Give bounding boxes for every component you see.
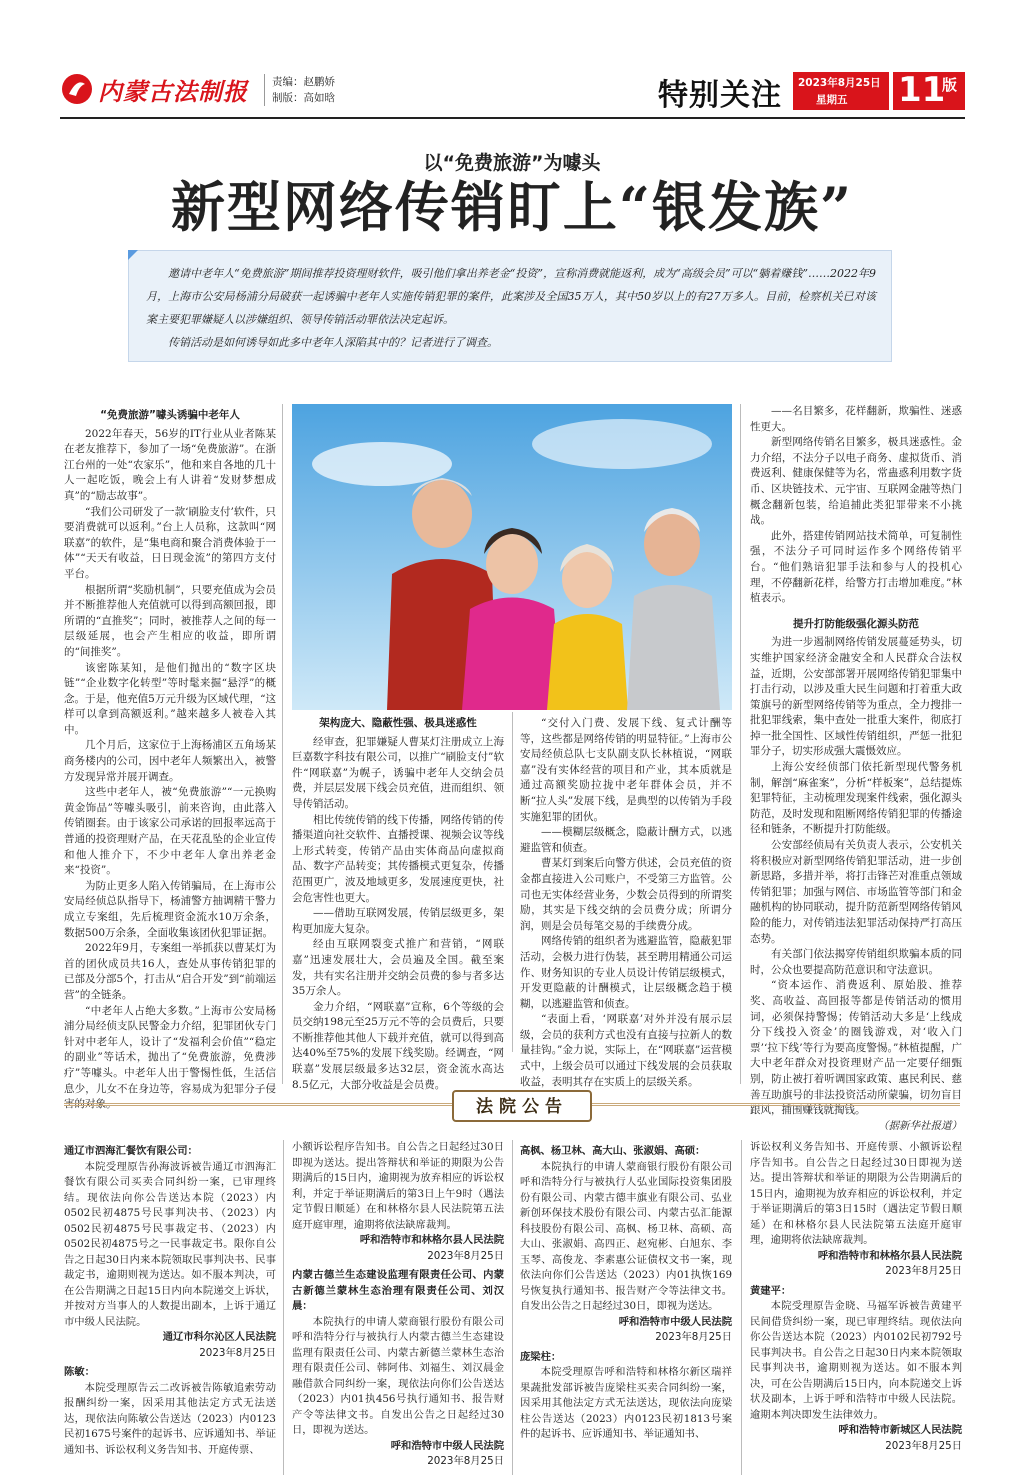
notice-body: 本院受理原告孙海波诉被告通辽市泗海汇餐饮有限公司买卖合同纠纷一案，已审理终结。现依法向你公告送达本院（2023）内0502民初4875号民事判决书、（2023）内0502民初4875号民事裁定书、（2023）内0502民初4875号之一民事裁定书。限你自公告之日起30日内来本院领取民事判决书、民事裁定书，逾期则视为送达。如不服本判决，可在公告期满之日起15日内向本院递交上诉状，并按对方当事人的人数提出副本，上诉于通辽市中级人民法院。	[64, 1160, 276, 1328]
body-paragraph: ——模糊层级概念，隐蔽计酬方式，以逃避监管和侦查。	[520, 826, 732, 854]
notice-addressee: 黄建平：	[750, 1284, 792, 1297]
body-paragraph: 为防止更多人陷入传销骗局，在上海市公安局经侦总队指导下，杨浦警方抽调精干警力成立专案组，先后梳理资金流水10万余条，数据500万余条，全面收集该团伙犯罪证据。	[64, 879, 276, 939]
notice-column-2	[292, 1140, 504, 1480]
body-paragraph: 相比传统传销的线下传播，网络传销的传播渠道向社交软件、直播授课、视频会议等线上形式转变，传销产品由实体商品向虚拟商品、数字产品转变；其传播模式更复杂，传播范围更广，波及地域更多，发展速度更快，社会危害性也更大。	[292, 813, 504, 904]
notice-body: 本院受理原告呼和浩特和林格尔新区瑞祥果蔬批发部诉被告庞梁柱买卖合同纠纷一案，因采用其他法定方式无法送达，现依法向庞梁柱公告送达（2023）内0123民初1813号案件的起诉书、应诉通知书、举证通知书、	[520, 1366, 732, 1440]
issue-weekday: 星期五	[816, 94, 848, 106]
notice-body: 本院执行的申请人蒙商银行股份有限公司呼和浩特分行与被执行人内蒙古德兰生态建设监理有限责任公司、内蒙古新德兰蒙林生态治理有限责任公司、韩阿伟、刘福生、刘汉晨金融借款合同纠纷一案，现依法向你们公告送达（2023）内01执456号执行通知书、报告财产令等法律文书。自发出公告之日起经过30日，即视为送达。	[292, 1315, 504, 1436]
newspaper-logo-icon	[60, 72, 94, 106]
subhead-free-travel: “免费旅游”噱头诱骗中老年人	[100, 409, 240, 421]
body-paragraph: 2022年9月，专案组一举抓获以曹某灯为首的团伙成员共16人，查处从事传销犯罪的已部及分部5个，打击从“启合开发”到“前端运营”的全链条。	[64, 942, 276, 1001]
column-divider	[512, 1140, 513, 1475]
article-column-2	[292, 712, 504, 1091]
body-paragraph: 几个月后，这家位于上海杨浦区五角场某商务楼内的公司，因中老年人频繁出入，被警方发现异常并展开调查。	[64, 739, 276, 783]
section-title: 特别关注	[658, 78, 782, 113]
issue-date: 2023年8月25日	[798, 77, 881, 89]
notice-addressee: 庞梁柱：	[520, 1350, 562, 1363]
notice-court: 呼和浩特市中级人民法院	[618, 1315, 732, 1328]
producer-credit: 制版：高如晗	[272, 92, 335, 104]
notice-addressee: 内蒙古德兰生态建设监理有限责任公司、内蒙古新德兰蒙林生态治理有限责任公司、刘汉晨：	[292, 1269, 504, 1312]
notice-body: 小额诉讼程序告知书。自公告之日起经过30日即视为送达。提出答辩状和举证的期限为公告期满后的15日内，逾期视为放弃相应的诉讼权利，并定于举证期满后的第3日上午9时（遇法定节假日顺延）在和林格尔县人民法院第五法庭开庭审理，逾期将依法缺席裁判。	[292, 1141, 504, 1231]
body-paragraph: 经由互联网裂变式推广和营销，“网联嘉”迅速发展壮大，会员遍及全国。截至案发，共有实名注册并交纳会员费的参与者多达35万余人。	[292, 938, 504, 998]
column-divider	[741, 1140, 742, 1475]
column-divider	[512, 712, 513, 1052]
headline: 新型网络传销盯上“银发族”	[170, 175, 854, 239]
lead-paragraph: 邀请中老年人“免费旅游”期间推荐投资理财软件，吸引他们拿出养老金“投资”，宣称消费就能返利，成为“高级会员”可以“躺着赚钱”……2022年9月，上海市公安局杨浦分局破获一起诱骗中老年人实施传销犯罪的案件，此案涉及全国35万人，其中50岁以上的有27万多人。目前，检察机关已对该案主要犯罪嫌疑人以涉嫌组织、领导传销活动罪依法决定起诉。	[146, 267, 876, 326]
notice-body: 本院执行的申请人蒙商银行股份有限公司呼和浩特分行与被执行人弘业国际投资集团股份有限公司、内蒙古德丰旗业有限公司、弘业新创环保技术股份有限公司、内蒙古弘汇能源科技股份有限公司、高枫、杨卫林、高硕、高大山、张淑娟、高四正、赵宛彬、白旭东、李玉琴、高俊龙、李素惠公证债权文书一案，现依法向你们公告送达（2023）内01执恢169号恢复执行通知书、报告财产令等法律文书。自发出公告之日起经过30日，即视为送达。	[520, 1160, 732, 1312]
body-paragraph: 这些中老年人，被“免费旅游”“一元换购黄金饰品”等噱头吸引，前来咨询，由此落入传销圈套。由于该家公司承诺的回报率远高于普通的投资理财产品，在天花乱坠的企业宣传和他人推介下，不少中老年人拿出养老金来“投资”。	[64, 786, 276, 877]
notice-court: 通辽市科尔沁区人民法院	[162, 1331, 276, 1343]
page-unit: 版	[942, 76, 958, 94]
notice-body: 本院受理原告云二改诉被告陈敏追索劳动报酬纠纷一案，因采用其他法定方式无法送达，现依法向陈敏公告送达（2023）内0123民初1675号案件的起诉书、应诉通知书、举证通知书、诉讼权利义务告知书、开庭传票、	[64, 1381, 276, 1456]
notice-body: 诉讼权利义务告知书、开庭传票、小额诉讼程序告知书。自公告之日起经过30日即视为送达。提出答辩状和举证的期限为公告期满后的15日内，逾期视为放弃相应的诉讼权利，并定于举证期满后的第3日15时（遇法定节假日顺延）在和林格尔县人民法院第五法庭开庭审理，逾期将依法缺席裁判。	[750, 1141, 962, 1246]
article-column-1	[64, 404, 276, 1111]
article-column-4	[750, 404, 962, 1132]
notices-banner-title: 法院公告	[476, 1097, 568, 1117]
logo-divider	[264, 74, 265, 106]
notice-date: 2023年8月25日	[427, 1249, 504, 1262]
notice-court: 呼和浩特市中级人民法院	[390, 1439, 504, 1452]
body-paragraph: 曹某灯到案后向警方供述，会员充值的资金都直接进入公司账户，不受第三方监管。公司也无实体经营业务，少数会员得到的所谓奖励，其实是下线交纳的会员费分成；所谓分润，则是会员每笔交易的手续费分成。	[520, 857, 732, 932]
column-divider	[282, 404, 283, 1084]
body-paragraph: 此外，搭建传销网站技术简单，可复制性强，不法分子可同时运作多个网络传销平台。“他们熟谙犯罪手法和参与人的投机心理，不停翻新花样，给警方打击增加难度。”林植表示。	[750, 529, 962, 605]
notice-date: 2023年8月25日	[427, 1455, 504, 1467]
body-paragraph: 有关部门依法揭穿传销组织欺骗本质的同时，公众也要提高防范意识和守法意识。	[750, 948, 962, 976]
notice-column-4	[750, 1140, 962, 1480]
editor-credit: 责编：赵鹏娇	[272, 76, 335, 88]
body-paragraph: “交付入门费、发展下线、复式计酬等等，这些都是网络传销的明显特征。”上海市公安局经侦总队七支队副支队长林植说，“网联嘉”没有实体经营的项目和产业，其本质就是通过高额奖励拉拢中老年群体会员，并不断“拉人头”发展下线，是典型的以传销为手段实施犯罪的团伙。	[520, 717, 732, 823]
column-divider	[283, 1140, 284, 1475]
notice-addressee: 通辽市泗海汇餐饮有限公司：	[64, 1145, 198, 1157]
notice-date: 2023年8月25日	[885, 1439, 962, 1452]
body-paragraph: 2022年春天，56岁的IT行业从业者陈某在老友推荐下，参加了一场“免费旅游”。在浙江台州的一处“农家乐”，他和来自各地的几十人一起吃饭，晚会上有人讲着“发财梦想成真”的“励志故事”。	[64, 427, 276, 502]
notice-date: 2023年8月25日	[655, 1331, 732, 1343]
body-paragraph: 新型网络传销名目繁多，极具迷惑性。金力介绍，不法分子以电子商务、虚拟货币、消费返利、健康保健等为名，常蛊惑利用数字货币、区块链技术、元宇宙、互联网金融等热门概念翻新包装，给追捕此类犯罪带来不小挑战。	[750, 436, 962, 527]
notice-court: 呼和浩特市新城区人民法院	[838, 1424, 962, 1436]
lead-text	[146, 262, 876, 354]
page-number: 11	[898, 70, 946, 110]
notice-addressee: 高枫、杨卫林、高大山、张淑娟、高硕：	[520, 1145, 706, 1157]
notice-body: 本院受理原告金晓、马福军诉被告黄建平民间借贷纠纷一案，现已审理终结。现依法向你公告送达本院（2023）内0102民初792号民事判决书。自公告之日起30日内来本院领取民事判决书，逾期则视为送达。如不服本判决，可在公告期满后15日内，向本院递交上诉状及副本，上诉于呼和浩特市中级人民法院。逾期本判决即发生法律效力。	[750, 1300, 962, 1421]
body-paragraph: “资本运作、消费返利、原始股、推荐奖、高收益、高回报等都是传销活动的惯用词，必须保持警惕；传销活动大多是‘上线成分下线投入资金’的圈钱游戏，对‘收入门票’‘拉下线’等行为要高度警惕。”林植提醒，广大中老年群众对投资理财产品一定要仔细甄别，防止被打着听调国家政策、惠民利民、慈善互助旗号的非法投资活动所蒙骗，切勿盲目跟风，捕围赚钱就掏钱。	[750, 979, 962, 1117]
body-paragraph: 上海公安经侦部门依托新型现代警务机制，解剖“麻雀案”，分析“样板案”，总结提炼犯罪特征，主动梳理发现案件线索，强化源头防范，及时发现和阻断网络传销犯罪的传播途径和链条，不断提升打防能级。	[750, 761, 962, 836]
subhead-prevention: 提升打防能级强化源头防范	[793, 617, 919, 630]
notice-date: 2023年8月25日	[199, 1346, 276, 1359]
body-paragraph: “中老年人占绝大多数。”上海市公安局杨浦分局经侦支队民警金力介绍，犯罪团伙专门针对中老年人，设计了“发福利会价值”“稳定的副业”等话术，抛出了“免费旅游，免费涉疗”等噱头。中老年人出于警惕性低，生活信息少，儿女不在身边等，容易成为犯罪分子侵害的对象。	[64, 1004, 276, 1111]
body-paragraph: 根据所谓“奖励机制”，只要充值成为会员并不断推荐他人充值就可以得到高额回报，即所谓的“直推奖”；同时，被推荐人之间的每一层级延展，也会产生相应的收益，即所谓的“间推奖”。	[64, 583, 276, 658]
column-divider	[740, 404, 741, 1084]
lead-corner	[128, 250, 138, 260]
body-paragraph: 公安部经侦局有关负责人表示，公安机关将积极应对新型网络传销犯罪活动，进一步创新思路，多措并举，将打击锋芒对准重点领域传销犯罪；加强与网信、市场监管等部门和金融机构的协同联动，提升防范新型网络传销风险的能力，对传销违法犯罪活动保持严打高压态势。	[750, 839, 962, 945]
subhead-structure: 架构庞大、隐蔽性强、极具迷惑性	[319, 717, 477, 729]
lead-question: 传销活动是如何诱导如此多中老年人深陷其中的？记者进行了调查。	[168, 336, 498, 349]
body-paragraph: 该密陈某知，是他们抛出的“数字区块链”“企业数字化转型”等时髦来掘“悬浮”的概念。于是，他充值5万元升级为区域代理，“这样可以拿到高额返利。”越来越多人被卷入其中。	[64, 661, 276, 736]
notice-date: 2023年8月25日	[885, 1265, 962, 1277]
newspaper-logo: 内蒙古法制报	[98, 78, 248, 106]
body-paragraph: 经审查，犯罪嫌疑人曹某灯注册成立上海巨嘉数字科技有限公司，以推广“刷脸支付”软件“网联嘉”为幌子，诱骗中老年人交纳会员费，并层层发展下线会员充值，进而组织、领导传销活动。	[292, 735, 504, 810]
notice-column-3	[520, 1140, 732, 1480]
body-paragraph: ——名目繁多，花样翻新，欺骗性、迷惑性更大。	[750, 405, 962, 433]
masthead	[60, 66, 965, 116]
body-paragraph: “表面上看，‘网联嘉’对外并没有展示层级，会员的获利方式也没有直接与拉新人的数量挂钩。”金力说，实际上，在“网联嘉”运营模式中，上级会员可以通过下线发展的会员获取收益，表明其存在实质上的层级关系。	[520, 1013, 732, 1088]
body-paragraph: 网络传销的组织者为逃避监管，隐蔽犯罪活动，会极力进行伪装，甚至聘用精通公司运作、财务知识的专业人员设计传销层级模式，开发更隐蔽的计酬模式，让层级概念趋于模糊，以逃避监管和侦查。	[520, 935, 732, 1010]
seniors-photo	[292, 404, 732, 710]
body-paragraph: “我们公司研发了一款‘刷脸支付’软件，只要消费就可以返利。”台上人员称，这款叫“网联嘉”的软件，是“集电商和聚合消费体验于一体”“天天有收益，日日现金流”的第四方支付平台。	[64, 505, 276, 580]
body-paragraph: 为进一步遏制网络传销发展蔓延势头，切实维护国家经济金融安全和人民群众合法权益，近期，公安部部署开展网络传销犯罪集中打击行动，以涉及重大民生问题和打着重大政策旗号的新型网络传销等为重点，全力搜排一批犯罪线索，集中查处一批重大案件，彻底打掉一批全国性、区域性传销组织，严惩一批犯罪分子，切实形成强大震慑效应。	[750, 636, 962, 758]
notice-column-1	[64, 1140, 276, 1480]
kicker: 以“免费旅游”为噱头	[423, 152, 601, 174]
masthead-rule	[60, 117, 965, 119]
source-credit: （据新华社报道）	[878, 1119, 962, 1132]
body-paragraph: 金力介绍，“网联嘉”宣称，6个等级的会员交纳198元至25万元不等的会员费后，只要不断推荐他其他人下载并充值，就可以得到高达40%至75%的发展下线奖励。经调查，“网联嘉”发展层级最多达32层，资金流水高达8.5亿元，大部分收益是会员费。	[292, 1000, 504, 1091]
notice-court: 呼和浩特市和林格尔县人民法院	[359, 1234, 504, 1246]
notice-addressee: 陈敏：	[64, 1366, 95, 1378]
notice-court: 呼和浩特市和林格尔县人民法院	[817, 1249, 962, 1262]
article-column-3	[520, 716, 732, 1088]
body-paragraph: ——借助互联网发展，传销层级更多，架构更加庞大复杂。	[292, 907, 504, 935]
